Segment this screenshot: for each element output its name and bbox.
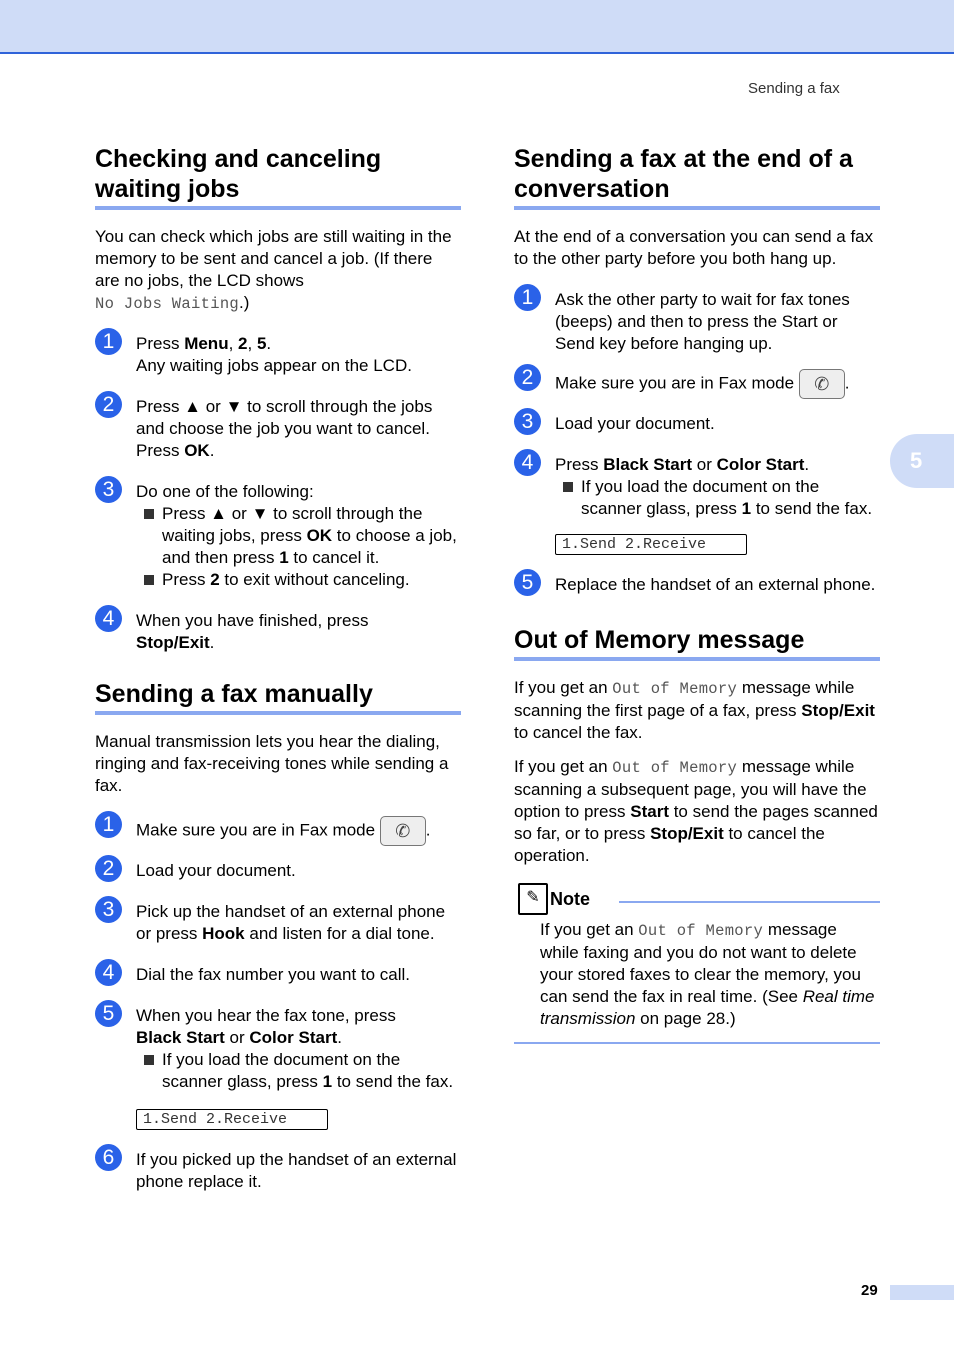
step-number: 4	[95, 959, 122, 986]
step-1: 1 Ask the other party to wait for fax tones (beeps) and then to press the Start or Send key before hanging up.	[514, 289, 880, 355]
section-title-out-of-memory: Out of Memory message	[514, 625, 880, 661]
step-2: 2 Make sure you are in Fax mode ✆ .	[514, 369, 880, 399]
step-number: 3	[95, 476, 122, 503]
intro-end-of-conversation: At the end of a conversation you can send a fax to the other party before you both hang up.	[514, 227, 874, 268]
step-1: 1 Press Menu, 2, 5. Any waiting jobs appear on the LCD.	[95, 333, 461, 377]
step-5: 5 When you hear the fax tone, press Black Start or Color Start. If you load the document on the scanner glass, press 1 to send the fax. 1.Send 2.Receive	[95, 1005, 461, 1130]
intro-manual: Manual transmission lets you hear the dialing, ringing and fax-receiving tones while sending a fax.	[95, 732, 449, 795]
step-3: 3 Pick up the handset of an external phone or press Hook and listen for a dial tone.	[95, 901, 461, 945]
section-title-checking: Checking and canceling waiting jobs	[95, 144, 461, 210]
intro-checking: You can check which jobs are still waiting in the memory to be sent and cancel a job. (If there are no jobs, the LCD shows No Jobs Waiting.)	[95, 227, 452, 313]
step-number: 1	[514, 284, 541, 311]
fax-mode-icon: ✆	[380, 816, 426, 846]
bullet-list	[136, 1049, 461, 1093]
step-4: 4 When you have finished, press Stop/Exit.	[95, 610, 461, 654]
step-2: 2 Load your document.	[95, 860, 461, 882]
note-label: Note	[550, 889, 590, 909]
out-of-memory-para-1: If you get an Out of Memory message while scanning the first page of a fax, press Stop/Exit to cancel the fax.	[514, 678, 875, 742]
step-3: 3 Load your document.	[514, 413, 880, 435]
note-end-rule	[514, 1042, 880, 1044]
left-column	[95, 144, 461, 1193]
step-number: 1	[95, 811, 122, 838]
bullet-item: Press ▲ or ▼ to scroll through the waiting jobs, press OK to choose a job, and then press 1 to cancel it.	[136, 503, 461, 569]
step-2: 2 Press ▲ or ▼ to scroll through the jobs and choose the job you want to cancel. Press OK.	[95, 396, 461, 462]
section-title-manual: Sending a fax manually	[95, 679, 461, 715]
cross-reference: Real time transmission	[540, 987, 875, 1028]
step-number: 3	[514, 408, 541, 435]
step-4: 4 Dial the fax number you want to call.	[95, 964, 461, 986]
step-number: 6	[95, 1144, 122, 1171]
header-band	[0, 0, 954, 54]
step-number: 5	[95, 1000, 122, 1027]
right-column	[514, 144, 880, 1044]
note-box	[514, 887, 880, 1044]
note-rule	[619, 901, 880, 903]
bullet-list	[136, 503, 461, 591]
page-number-bar	[890, 1285, 954, 1300]
step-number: 4	[95, 605, 122, 632]
lcd-display: 1.Send 2.Receive	[555, 534, 747, 555]
step-number: 2	[95, 855, 122, 882]
step-number: 5	[514, 569, 541, 596]
chapter-tab	[890, 434, 954, 488]
lcd-text: No Jobs Waiting	[95, 295, 240, 313]
step-1: 1 Make sure you are in Fax mode ✆ .	[95, 816, 461, 846]
step-number: 2	[514, 364, 541, 391]
step-number: 3	[95, 896, 122, 923]
page-number: 29	[861, 1282, 878, 1299]
lcd-display: 1.Send 2.Receive	[136, 1109, 328, 1130]
bullet-item: If you load the document on the scanner glass, press 1 to send the fax.	[555, 476, 880, 520]
note-body: If you get an Out of Memory message while faxing and you do not want to delete your stored faxes to clear the memory, you can send the fax in real time. (See Real time transmission on page 28.)	[540, 920, 875, 1028]
note-pencil-icon: ✎	[518, 883, 548, 915]
chapter-number: 5	[910, 448, 923, 473]
bullet-item: If you load the document on the scanner glass, press 1 to send the fax.	[136, 1049, 461, 1093]
fax-mode-icon: ✆	[799, 369, 845, 399]
step-3: 3 Do one of the following: Press ▲ or ▼ to scroll through the waiting jobs, press OK to choose a job, and then press 1 to cancel it. Press 2 to exit without canceling.	[95, 481, 461, 591]
step-4: 4 Press Black Start or Color Start. If you load the document on the scanner glass, press 1 to send the fax. 1.Send 2.Receive	[514, 454, 880, 555]
step-5: 5 Replace the handset of an external phone.	[514, 574, 880, 596]
step-number: 1	[95, 328, 122, 355]
step-6: 6 If you picked up the handset of an external phone replace it.	[95, 1149, 461, 1193]
step-number: 2	[95, 391, 122, 418]
bullet-item: Press 2 to exit without canceling.	[136, 569, 461, 591]
running-title: Sending a fax	[748, 80, 840, 97]
out-of-memory-para-2: If you get an Out of Memory message while scanning a subsequent page, you will have the option to press Start to send the pages scanned so far, or to press Stop/Exit to cancel the operation.	[514, 757, 878, 865]
section-title-end-of-conversation: Sending a fax at the end of a conversation	[514, 144, 880, 210]
step-number: 4	[514, 449, 541, 476]
bullet-list	[555, 476, 880, 520]
